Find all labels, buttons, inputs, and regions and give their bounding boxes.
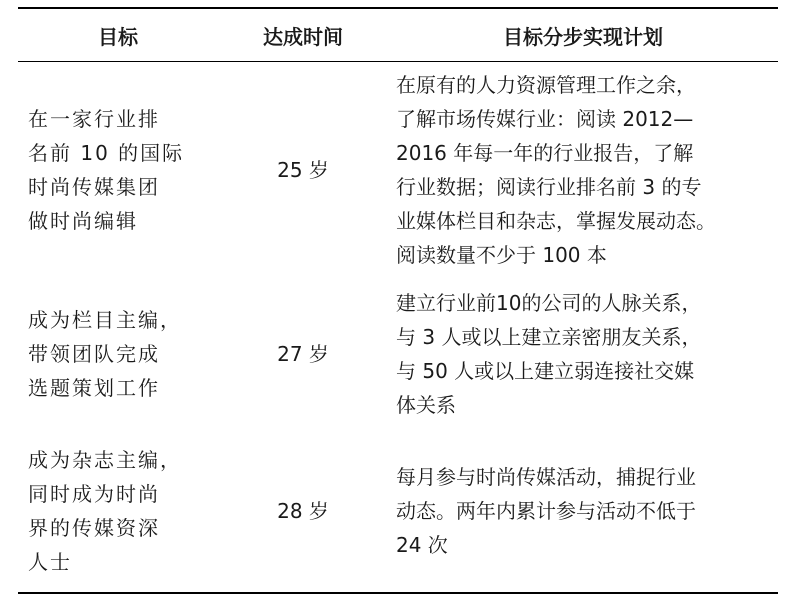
time-cell: 25 岁 bbox=[277, 158, 329, 182]
plan-line: 与 3 人或以上建立亲密朋友关系， bbox=[396, 325, 702, 349]
goal-line: 界的传媒资深 bbox=[28, 516, 160, 540]
plan-line: 体关系 bbox=[396, 393, 456, 417]
goal-cell bbox=[18, 62, 218, 279]
goal-line: 做时尚编辑 bbox=[28, 209, 138, 233]
plan-line: 行业数据；阅读行业排名前 3 的专 bbox=[396, 175, 702, 199]
plan-line: 了解市场传媒行业：阅读 2012— bbox=[396, 107, 694, 131]
table-row bbox=[18, 430, 778, 593]
goal-line: 带领团队完成 bbox=[28, 342, 160, 366]
plan-line: 业媒体栏目和杂志，掌握发展动态。 bbox=[396, 209, 716, 233]
goal-line: 在一家行业排 bbox=[28, 107, 160, 131]
table-row bbox=[18, 62, 778, 279]
goal-line: 时尚传媒集团 bbox=[28, 175, 160, 199]
header-goal: 目标 bbox=[98, 24, 138, 49]
goal-line: 同时成为时尚 bbox=[28, 482, 160, 506]
plan-line: 在原有的人力资源管理工作之余， bbox=[396, 73, 696, 97]
goal-cell bbox=[18, 430, 218, 593]
goal-line: 成为栏目主编， bbox=[28, 308, 182, 332]
goal-cell bbox=[18, 278, 218, 430]
goal-line: 人士 bbox=[28, 550, 72, 574]
plan-line: 建立行业前10的公司的人脉关系， bbox=[396, 291, 702, 315]
plan-cell bbox=[388, 62, 778, 279]
plan-cell bbox=[388, 430, 778, 593]
plan-line: 动态。两年内累计参与活动不低于 bbox=[396, 499, 696, 523]
goal-line: 名前 10 的国际 bbox=[28, 141, 185, 165]
time-cell: 27 岁 bbox=[277, 342, 329, 366]
table-header bbox=[18, 8, 778, 62]
plan-line: 与 50 人或以上建立弱连接社交媒 bbox=[396, 359, 695, 383]
career-goal-table bbox=[18, 7, 778, 594]
header-step-plan: 目标分步实现计划 bbox=[503, 24, 663, 49]
plan-cell bbox=[388, 278, 778, 430]
plan-line: 2016 年每一年的行业报告，了解 bbox=[396, 141, 694, 165]
goal-line: 成为杂志主编， bbox=[28, 448, 182, 472]
table-body bbox=[18, 62, 778, 594]
plan-line: 每月参与时尚传媒活动，捕捉行业 bbox=[396, 465, 696, 489]
plan-line: 24 次 bbox=[396, 533, 448, 557]
goal-line: 选题策划工作 bbox=[28, 376, 160, 400]
time-cell: 28 岁 bbox=[277, 499, 329, 523]
header-achieve-time: 达成时间 bbox=[263, 24, 343, 49]
table-row bbox=[18, 278, 778, 430]
plan-line: 阅读数量不少于 100 本 bbox=[396, 243, 607, 267]
header-row bbox=[18, 8, 778, 62]
